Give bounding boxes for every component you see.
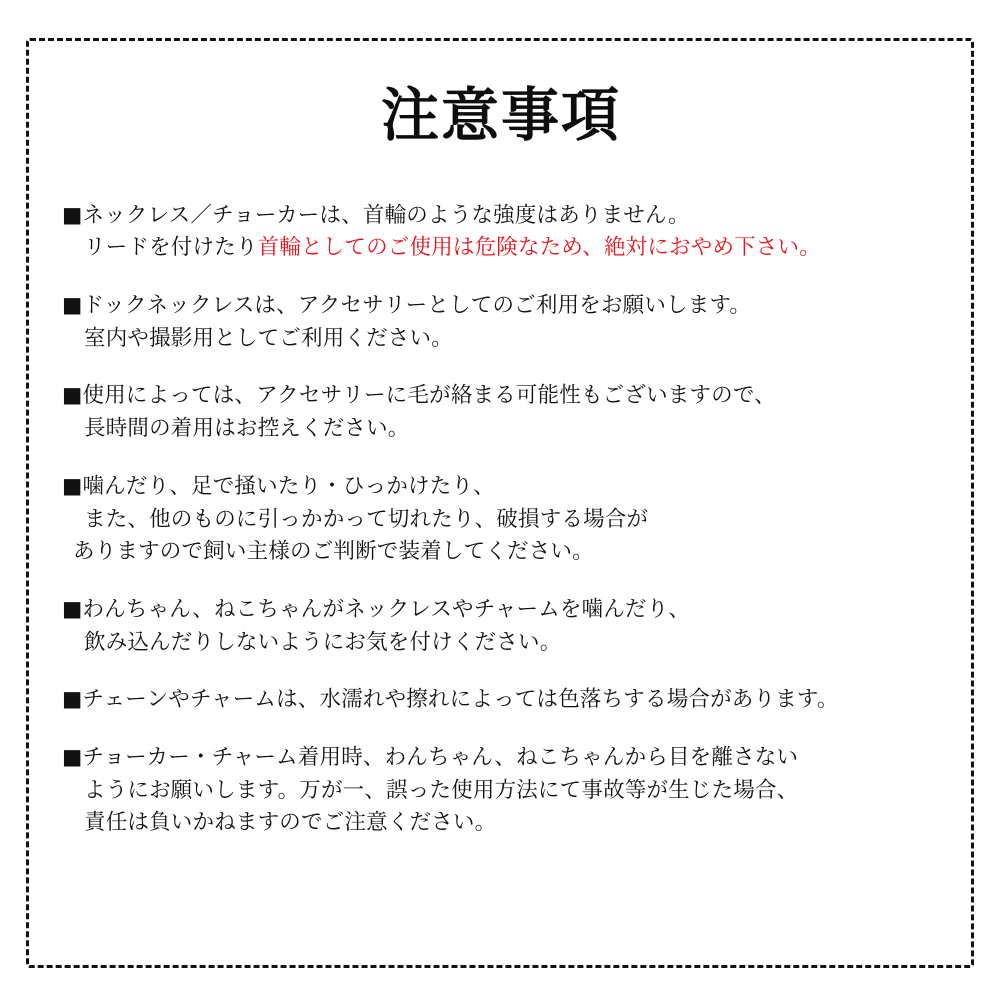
note-line xyxy=(62,232,946,265)
page-title: 注意事項 xyxy=(380,81,621,149)
note-line-text: リードを付けたり xyxy=(84,235,258,261)
note-line: ありますので飼い主様のご判断で装着してください。 xyxy=(73,539,594,565)
note-line: ■わんちゃん、ねこちゃんがネックレスやチャームを噛んだり、 xyxy=(62,596,691,622)
note-line: ■チェーンやチャームは、水濡れや擦れによっては色落ちする場合があります。 xyxy=(62,687,839,713)
note-line: 室内や撮影用としてご利用ください。 xyxy=(84,325,453,351)
note-line: また、他のものに引っかかって切れたり、破損する場合が xyxy=(84,506,649,532)
note-line: 長時間の着用はお控えください。 xyxy=(84,416,410,442)
note-fur-tangle xyxy=(62,380,946,445)
note-strength-warning xyxy=(62,200,946,265)
note-swallow-warning xyxy=(62,594,946,659)
note-line: ■チョーカー・チャーム着用時、わんちゃん、ねこちゃんから目を離さない xyxy=(62,744,799,770)
note-line: ■使用によっては、アクセサリーに毛が絡まる可能性もございますので、 xyxy=(62,383,776,409)
note-line: 飲み込んだりしないようにお気を付けください。 xyxy=(84,629,562,655)
note-line-warning-text: 首輪としてのご使用は危険なため、絶対におやめ下さい。 xyxy=(257,235,821,261)
note-supervision xyxy=(62,742,946,840)
note-line: ■ドックネックレスは、アクセサリーとしてのご利用をお願いします。 xyxy=(62,293,752,319)
note-biting-breakage xyxy=(62,471,946,569)
note-color-fading xyxy=(62,684,946,717)
notes-list xyxy=(56,200,946,840)
note-line: ■噛んだり、足で掻いたり・ひっかけたり、 xyxy=(62,473,495,499)
note-line: ■ネックレス／チョーカーは、首輪のような強度はありません。 xyxy=(62,202,690,228)
note-accessory-use xyxy=(62,290,946,355)
note-line: 責任は負いかねますのでご注意ください。 xyxy=(84,810,497,836)
note-line: ようにお願いします。万が一、誤った使用方法にて事故等が生じた場合、 xyxy=(84,777,799,803)
document-content xyxy=(56,62,946,942)
